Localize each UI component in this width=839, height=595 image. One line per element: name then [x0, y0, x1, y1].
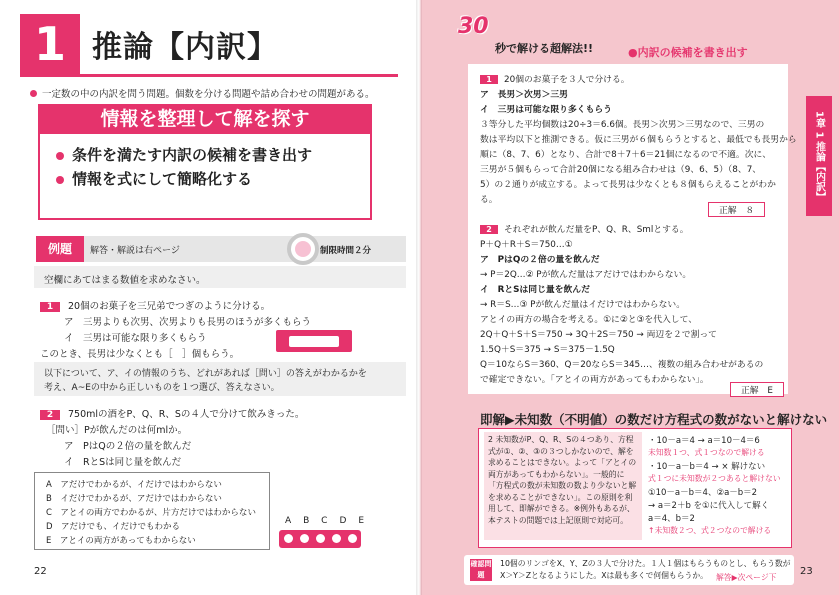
example-tag: 例題	[36, 236, 84, 262]
sol2-line11: で確定できない。「アとイの両方があってもわからない」。	[480, 375, 709, 385]
sol2-line4: → P＝2Q…② Pが飲んだ量はアだけではわからない。	[480, 270, 692, 280]
key-heading: 情報を整理して解を探す	[38, 104, 372, 134]
sol2-line3: ア PはQの２倍の量を飲んだ	[480, 255, 600, 265]
bubble-c[interactable]	[316, 534, 325, 543]
bullet-icon	[30, 90, 37, 97]
sol1-line1: 1 20個のお菓子を３人で分ける。	[480, 72, 630, 85]
book-gutter	[416, 0, 422, 595]
trick-explanation: 2 未知数がP、Q、R、Sの４つあり、方程式が①、②、③の３つしかないので、解を求めることはできない。よって「アとイの両方があってもわからない」。一般的に「方程式の数が未知数の数より少ないと解を求めることができない」。この原則を利用して、即解ができる。※例外もあるが、本テストの問題では上記原則で対応可。	[484, 432, 642, 540]
section-number: 1	[20, 14, 80, 74]
sol1-line3: イ 三男は可能な限り多くもらう	[480, 105, 612, 115]
sol1-line7: 三男が５個もらって合計20個になる組み合わせは（9、6、5）（8、7、	[480, 165, 762, 175]
sol2-line5: イ RとSは同じ量を飲んだ	[480, 285, 590, 295]
confirm-line1: 10個のリンゴをX、Y、Zの３人で分けた。１人１個はもらうものとし、もらう数が	[500, 559, 791, 568]
q1-line2: ア 三男よりも次男、次男よりも長男のほうが多くもらう	[64, 317, 312, 328]
trick-line: ・10－a－b＝4 → × 解けない	[648, 462, 766, 472]
bullet-icon	[56, 176, 64, 184]
badge-number: 30	[458, 14, 489, 39]
trick-line: 式１つに未知数が２つあると解けない	[648, 474, 781, 483]
intro-text: 一定数の中の内訳を問う問題。個数を分ける問題や詰め合わせの問題がある。	[30, 86, 375, 100]
confirm-link[interactable]: 解答▶次ページ下	[716, 573, 777, 582]
trick-line: ・10－a＝4 → a＝10－4＝6	[648, 436, 760, 446]
bubble-e[interactable]	[348, 534, 357, 543]
candidate-heading: ●内訳の候補を書き出す	[628, 46, 748, 59]
time-limit: 制限時間２分	[320, 246, 372, 256]
confirm-tag: 確認問題	[470, 560, 492, 579]
page-number-left: 22	[34, 566, 47, 577]
sol2-line8: 2Q＋Q＋S＋S＝750 → 3Q＋2S＝750 → 両辺を２で割って	[480, 330, 717, 340]
example-note: 解答・解説は右ページ	[90, 246, 180, 256]
option-e: E アとイの両方があってもわからない	[46, 536, 196, 546]
answer-2: 正解 E	[730, 382, 784, 397]
option-d: D アだけでも、イだけでもわかる	[46, 522, 181, 532]
key-item: 情報を式にして簡略化する	[56, 168, 252, 189]
trick-line: a＝4、b＝2	[648, 514, 695, 524]
sol1-line2: ア 長男＞次男＞三男	[480, 90, 568, 100]
q1-line3: イ 三男は可能な限り多くもらう	[64, 333, 207, 344]
trick-line: ①10－a－b＝4、②a－b＝2	[648, 488, 758, 498]
trick-line: 未知数１つ、式１つなので解ける	[648, 448, 765, 457]
sol1-line9: る。	[480, 195, 498, 205]
page-title: 推論【内訳】	[92, 30, 278, 65]
sol2-line9: 1.5Q＋S＝375 → S＝375－1.5Q	[480, 345, 615, 355]
trick-heading: 即解▶未知数（不明値）の数だけ方程式の数がないと解けない	[480, 412, 828, 427]
option-c: C アとイの両方でわかるが、片方だけではわからない	[46, 508, 256, 518]
sol2-line1: 2 それぞれが飲んだ量をP、Q、R、Smlとする。	[480, 222, 689, 235]
bubble-d[interactable]	[332, 534, 341, 543]
confirm-line2: X＞Y＞Zとなるようにした。Xは最も多くで何個もらうか。	[500, 571, 708, 580]
q1-line1: 1 20個のお菓子を三兄弟でつぎのように分ける。	[40, 298, 270, 312]
key-item: 条件を満たす内訳の候補を書き出す	[56, 144, 312, 165]
instruction: 空欄にあてはまる数値を求めなさい。	[44, 275, 206, 286]
q1-line4: このとき、長男は少なくとも［ ］個もらう。	[40, 349, 240, 360]
q2-line4: イ RとSは同じ量を飲んだ	[64, 457, 182, 468]
sol1-line5: 数は平均以下と推測できる。仮に三男が６個もらうとすると、最低でも長男から	[480, 135, 797, 145]
option-b: B イだけでわかるが、アだけではわからない	[46, 494, 222, 504]
instruction2a: 以下について、ア、イの情報のうち、どれがあれば［問い］の答えがわかるかを	[44, 369, 367, 379]
bullet-icon	[56, 152, 64, 160]
chapter-tab: 1章 1 推論【内訳】	[806, 96, 832, 216]
answer-field[interactable]	[289, 336, 339, 347]
sol1-line8: 5）の２通りが成立する。よって長男は少なくとも８個もらえることがわか	[480, 180, 776, 190]
sol1-line6: 順に（8、7、6）となり、合計で8＋7＋6＝21個になるので不適。次に、	[480, 150, 772, 160]
timer-fill	[295, 241, 311, 257]
sol2-line7: アとイの両方の場合を考える。①に②と③を代入して、	[480, 315, 698, 325]
sol2-line10: Q＝10ならS＝360、Q＝20ならS＝345…、複数の組み合わせがあるの	[480, 360, 764, 370]
trick-line: → a＝2＋b を①に代入して解く	[648, 501, 770, 511]
sol2-line6: → R＝S…③ Pが飲んだ量はイだけではわからない。	[480, 300, 685, 310]
page-number-right: 23	[800, 566, 813, 577]
badge-text: 秒で解ける超解法!!	[495, 42, 594, 55]
q2-line2: ［問い］Pが飲んだのは何mlか。	[46, 425, 188, 436]
sol1-line4: ３等分した平均個数は20÷3＝6.6個。長男＞次男＞三男なので、三男の	[480, 120, 765, 130]
q2-line1: 2 750mlの酒をP、Q、R、Sの４人で分けて飲みきった。	[40, 406, 304, 420]
sol2-line2: P＋Q＋R＋S＝750…①	[480, 240, 573, 250]
instruction2b: 考え、A~Eの中から正しいものを１つ選び、答えなさい。	[44, 383, 280, 393]
bubble-a[interactable]	[284, 534, 293, 543]
q2-line3: ア PはQの２倍の量を飲んだ	[64, 441, 192, 452]
answer-1: 正解 ８	[708, 202, 765, 217]
option-a: A アだけでわかるが、イだけではわからない	[46, 480, 222, 490]
answer-letters: ABCDE	[285, 516, 377, 526]
trick-line: ↑未知数２つ、式２つなので解ける	[648, 526, 772, 535]
title-rule	[20, 74, 398, 77]
bubble-b[interactable]	[300, 534, 309, 543]
